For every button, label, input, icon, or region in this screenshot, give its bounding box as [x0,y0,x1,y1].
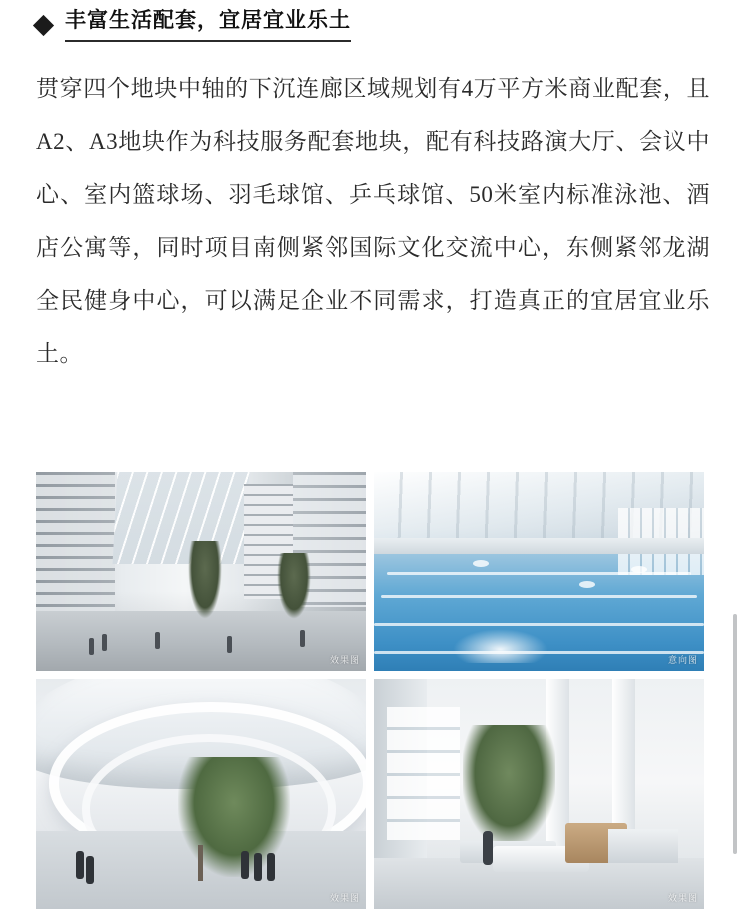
photo-watermark: 效果图 [329,655,360,665]
person-figure [76,851,84,879]
tree-trunk [198,845,203,881]
tree-icon [277,553,311,619]
photo-watermark: 效果图 [329,893,360,903]
person-figure [89,638,94,655]
water-splash [453,629,548,663]
lobby-window [387,707,460,840]
swimmer-figure [631,566,647,573]
pool-deck [374,538,704,554]
person-figure [300,630,305,647]
pool-lane-line [381,595,698,598]
glass-roof [113,472,250,564]
reception-desk [608,829,678,863]
person-figure [102,634,107,651]
photo-swimming-pool[interactable] [374,472,704,671]
person-figure [86,856,94,884]
section-heading [0,0,740,40]
person-figure [483,831,493,865]
image-gallery [36,472,704,909]
person-figure [241,851,249,879]
plaza-ground [36,611,366,671]
photo-watermark: 意向图 [667,655,698,665]
tree-icon [188,541,222,619]
photo-watermark: 效果图 [667,893,698,903]
person-figure [254,853,262,881]
photo-lobby-interior[interactable] [374,679,704,909]
pool-lane-line [374,623,704,626]
person-figure [227,636,232,653]
tree-icon [463,725,555,845]
swimmer-figure [473,560,489,567]
swimmer-figure [579,581,595,588]
person-figure [267,853,275,881]
photo-plaza-atrium[interactable] [36,472,366,671]
pool-lane-line [387,572,691,575]
diamond-icon [33,14,54,35]
building-left [36,472,115,615]
photo-curved-atrium[interactable] [36,679,366,909]
section-heading-text: 丰富生活配套，宜居宜业乐土 [65,6,351,42]
person-figure [155,632,160,649]
vertical-scrollbar[interactable] [733,614,737,854]
body-paragraph: 贯穿四个地块中轴的下沉连廊区域规划有4万平方米商业配套，且A2、A3地块作为科技服务配套地块，配有科技路演大厅、会议中心、室内篮球场、羽毛球馆、乒乓球馆、50米室内标准泳池、酒店公寓等，同时项目南侧紧邻国际文化交流中心，东侧紧邻龙湖全民健身中心，可以满足企业不同需求，打造真正的宜居宜业乐土。 [36,76,710,366]
